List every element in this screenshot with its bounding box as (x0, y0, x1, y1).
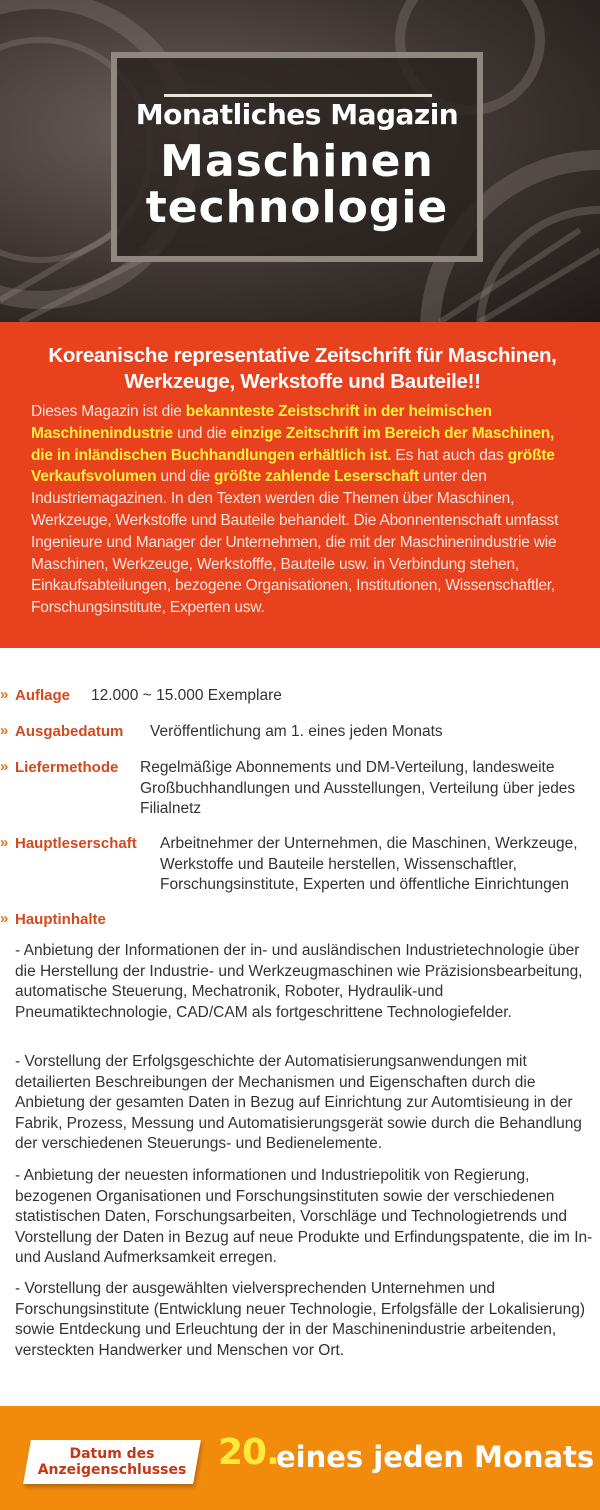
deadline-badge-label: Datum des Anzeigenschlusses (37, 1446, 187, 1478)
content-list-item: - Vorstellung der ausgewählten vielversprechenden Unternehmen und Forschungsinstitute (Entwicklung neuer Technologie, Erfolgsfälle der Lokalisierung) sowie Entdeckung und Erleuchtung der in der Maschinenindustrie arbeitenden, versteckten Handwerker und Menschen vor Ort. (15, 1280, 586, 1359)
highlight-text: größte zahlende Leserschaft (214, 468, 419, 486)
double-arrow-icon: » (0, 722, 9, 739)
deadline-day-number: 20. (218, 1432, 279, 1473)
detail-label: Auflage (15, 687, 71, 704)
detail-label: Ausgabedatum (15, 723, 124, 740)
detail-label: Liefermethode (15, 759, 119, 776)
deadline-footer (0, 1406, 600, 1510)
highlight-text: einzige Zeitschrift im Bereich der Maschinen, die in inländischen Buchhandlungen erhältlich ist. (31, 424, 555, 464)
double-arrow-icon: » (0, 686, 9, 703)
deadline-day-text: eines jeden Monats (276, 1440, 595, 1474)
detail-value: Arbeitnehmer der Unternehmen, die Maschinen, Werkzeuge, Werkstoffe und Bauteile herstellen, Wissenschaftler, Forschungsinstitute, Experten und öffentliche Einrichtungen (160, 835, 578, 893)
highlight-text: größte Verkaufsvolumen (31, 446, 555, 486)
detail-row-hauptleserschaft (0, 834, 600, 894)
hero-banner (0, 0, 600, 322)
double-arrow-icon: » (0, 758, 9, 775)
details-section (0, 648, 600, 1406)
intro-paragraph: Dieses Magazin ist die bekannteste Zeistschrift in der heimischen Maschinenindustrie und die einzige Zeitschrift im Bereich der Maschinen, die in inländischen Buchhandlungen erhältlich ist. Es hat auch das größte Verkaufsvolumen und die größte zahlende Leserschaft unter den Industriemagazinen. In den Texten werden die Themen über Maschinen, Werkzeuge, Werkstoffe und Bauteile behandelt. Die Abonnentenschaft umfasst Ingenieure und Manager der Unternehmen, die mit der Maschinenindustrie wie Maschinen, Werkzeuge, Werkstofffe, Bauteile usw. in Verbindung stehen, Einkaufsabteilungen, bezogene Organisationen, Institutionen, Wissenschaftler, Forschungsinstitute, Experten usw. (31, 403, 559, 617)
content-list-item: - Anbietung der Informationen der in- und ausländischen Industrietechnologie über die Herstellung der Industrie- und Werkzeugmaschinen wie Präzisionsbearbeitung, automatische Steuerung, Mechatronik, Roboter, Hydraulik-und Pneumatiktechnologie, CAD/CAM als fortgeschrittene Technologiefelder. (15, 942, 583, 1021)
title-rule (164, 94, 432, 97)
highlight-text: bekannteste Zeistschrift in der heimischen Maschinenindustrie (31, 403, 492, 442)
intro-headline: Koreanische representative Zeitschrift für Maschinen, Werkzeuge, Werkstoffe und Bauteile!! (48, 344, 557, 393)
title-box (111, 52, 483, 262)
magazine-title-line2: technologie (145, 182, 449, 233)
detail-value: Regelmäßige Abonnements und DM-Verteilung, landesweite Großbuchhandlungen und Ausstellungen, Verteilung über jedes Filialnetz (140, 759, 576, 817)
double-arrow-icon: » (0, 834, 9, 851)
detail-value: Veröffentlichung am 1. eines jeden Monats (150, 723, 443, 740)
magazine-title-line1: Maschinen (160, 136, 434, 187)
detail-value: 12.000 ~ 15.000 Exemplare (91, 687, 282, 704)
magazine-subtitle: Monatliches Magazin (135, 98, 459, 131)
content-list-item: - Vorstellung der Erfolgsgeschichte der Automatisierungsanwendungen mit detailierten Beschreibungen der Mechanismen und Eigenschaften durch die Anbietung der gesamten Daten in Bezug auf Einrichtung zur Automtisieung in der Fabrik, Prozess, Messung und Automatisierungsgerät sowie durch die Behandlung der verschiedenen Steuerungs- und Bedienelemente. (15, 1053, 582, 1152)
intro-section (0, 322, 600, 648)
content-list-item: - Anbietung der neuesten informationen und Industriepolitik von Regierung, bezogenen Organisationen und Forschungsinstituten sowie der verschiedenen statistischen Daten, Forschungsarbeiten, Vorschläge und Technologietrends und Vorstellung der Daten in Bezug auf neue Produkte und Erfindungspatente, die im In- und Ausland Aufmerksamkeit erregen. (15, 1167, 593, 1266)
detail-label: Hauptleserschaft (15, 835, 137, 852)
double-arrow-icon: » (0, 910, 9, 927)
detail-row-liefermethode (0, 758, 600, 818)
detail-label: Hauptinhalte (15, 911, 106, 928)
